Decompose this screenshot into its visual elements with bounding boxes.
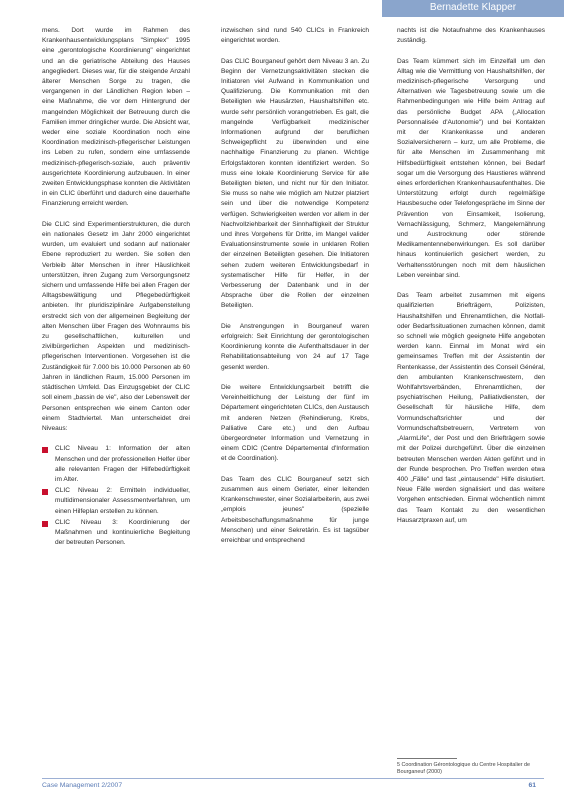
column-1 <box>42 26 190 549</box>
paragraph: Das Team arbeitet zusammen mit eigens qualifizierten Briefträgern, Polizisten, Haushaltshilfen und Ehrenamtlichen, die Notfall- oder Bedarfssituationen zumachen können, damit so schnell wie möglich geeignete Hilfe angeboten werden kann. Einmal im Monat wird ein gemeinsames Treffen mit der Assistentin der Rentenkasse, der Assistentin des Conseil Général, den ambulanten Krankenschwestern, den Wohlfahrtsverbänden, Ehrenamtlichen, der psychiatrischen Heilung, Palliativdiensten, der Gesellschaft für häusliche Hilfe, dem Vormundschaftsrichter und der Vormundschaftsbetreuern, Vertretern von „AlarmLife", der Post und den Briefträgern sowie mit der Polizei durchgeführt. Über die einzelnen betreuten Menschen werden Akten geführt und in der Runde besprochen. Pro Treffen werden etwa 400 „Fälle" und fast „eintausende" Hilfe diskutiert. Neue Fälle werden signalisiert und das weitere Vorgehen entschieden. Einmal wöchentlich nimmt das Team Kontakt zu den wesentlichen Hausarztpraxen auf, um <box>397 292 545 524</box>
bullet-square-icon <box>42 521 48 527</box>
paragraph: inzwischen sind rund 540 CLICs in Frankreich eingerichtet worden. <box>221 27 369 45</box>
list-item: CLIC Niveau 2: Ermitteln individueller, multidimensionaler Assessmentverfahren, um einen Hilfeplan erstellen zu können. <box>42 486 190 517</box>
paragraph: Das CLIC Bourganeuf gehört dem Niveau 3 an. Zu Beginn der Vernetzungsaktivitäten stecken die Initiatoren viel Aufwand in Kommunikation und Qualifizierung. Die Kommunikation mit den Beteiligten wie Hausärzten, Haushaltshilfen etc. wurde sehr persönlich vorangetrieben. Es galt, die mangelnde Verfügbarkeit medizinischer Informationen aufgrund der beruflichen Schweigepflicht zu überwinden und eine nachhaltige Finanzierung zu planen. Wichtige Erfolgsfaktoren konnten identifiziert werden. So muss eine lokale Koordinierung Service für alle Beteiligten bieten, und nicht nur für den Initiator. Sie muss so nahe wie möglich am Nutzer platziert sein und über die notwendige Kompetenz verfügen. Schwierigkeiten werden vor allem in der Nachvollziehbarkeit der Sinnhaftigkeit der Struktur und ihres Vorgehens für Dritte, im Mangel valider Evaluationsinstrumente sowie in unklaren Rollen der einzelnen Beteiligten gesehen. Die Initiatoren sehen zudem weiteren Entwicklungsbedarf in systematischer Hilfe für Helfer, in der Verbesserung der Datenbank und in der Absprache über die Rollen der einzelnen Beteiligten. <box>221 57 369 310</box>
footer-divider <box>42 778 544 779</box>
footnote-divider <box>397 758 457 759</box>
column-2 <box>221 26 369 556</box>
list-item: CLIC Niveau 3: Koordinierung der Maßnahmen und kontinuierliche Begleitung der betreuten Personen. <box>42 518 190 549</box>
paragraph: mens. Dort wurde im Rahmen des Krankenhausentwicklungsplans "Simplex" 1995 eine „gerontologische Koordinierung" eingerichtet und an die geriatrische Abteilung des Hauses angegliedert. Dieses war, für die steigende Anzahl älterer Menschen Sorge zu tragen, die vergangenen in der Ländlichen Region leben – eine Maßnahme, die vor dem Hintergrund der mangelnden Möglichkeit der Betreuung durch die Familien immer dringlicher wurde. Die Absicht war, weder eine soziale Koordination noch eine Koordination medizinisch-pflegerischer Leistungen ins Leben zu rufen, sondern eine umfassende medizinisch-pflegerisch-soziale, auch präventiv ausgerichtete Koordinierung aufzubauen. In einer zweiten Entwicklungsphase konnten die Aktivitäten in ein CLIC überführt und dadurch eine dauerhafte Finanzierung erreicht werden. <box>42 27 190 208</box>
bullet-square-icon <box>42 489 48 495</box>
page-number: 61 <box>528 782 536 789</box>
paragraph: nachts ist die Notaufnahme des Krankenhauses zuständig. <box>397 27 545 45</box>
paragraph: Die CLIC sind Experimentierstrukturen, die durch ein nationales Gesetz im Jahr 2000 eingerichtet wurden, um evaluiert und sodann auf nationaler Ebene reproduziert zu werden. Sie sollen den Verbleib älter Menschen in ihrer Häuslichkeit unterstützen, ihren Zugang zum Versorgungsnetz sichern und umfassende Hilfe bei allen Fragen der Alltagsbewältigung und Pflegebedürftigkeit anbieten. Ihr pluridisziplinäre Aufgabenstellung erstreckt sich von der allgemeinen Begleitung der alten Menschen über Fragen des Wohnraums bis zu gesellschaftlichen, kulturellen und zivilbürgerlichen Aspekten und medizinisch-pflegerischen Interventionen. Vorgesehen ist die Zuständigkeit für 7.000 bis 10.000 Personen ab 60 Jahren in ländlichen Raum, 15.000 Personen im städtischen Umfeld. Das Einzugsgebiet der CLIC soll einem „bassin de vie", also der Lebenswelt der Personen entsprechen wie einem Canton oder einem Stadtviertel. Man unterscheidet drei Niveaus: <box>42 220 190 432</box>
author-header <box>382 0 564 17</box>
footnote: 5 Coordination Gérontologique du Centre Hospitalier de Bourganeuf (2000) <box>397 762 531 775</box>
author-name: Bernadette Klapper <box>429 2 517 13</box>
paragraph: Die weitere Entwicklungsarbeit betrifft die Vereinheitlichung der Leistung der fünf im Département eingerichteten CLICs, den Austausch mit anderen Netzen (Rehindierung, Krebs, Palliative Care etc.) und den Aufbau übergeordneter Information und Vernetzung in einem CDIC (Centre Départemental d'Information et de Coordination). <box>221 384 369 463</box>
journal-name: Case Management 2/2007 <box>42 782 123 789</box>
paragraph: Das Team des CLIC Bourganeuf setzt sich zusammen aus einem Geriater, einer leitenden Krankenschwester, einer Sozialarbeiterin, aus zwei „emplois jeunes" (spezielle Arbeitsbeschaffungsmaßnahme für junge Menschen) und einer Sekretärin. Es ist tagsüber erreichbar und entsprechend <box>221 475 369 545</box>
list-item: CLIC Niveau 1: Information der alten Menschen und der professionellen Helfer über alle relevanten Fragen der Hilfebedürftigkeit im Alter. <box>42 444 190 485</box>
clic-levels-list <box>42 444 190 548</box>
bullet-square-icon <box>42 447 48 453</box>
paragraph: Das Team kümmert sich im Einzelfall um den Alltag wie die Vermittlung von Haushaltshilfen, der medizinisch-pflegerische Versorgung und Alternativen wie Tagesbetreuung sowie um die Rahmenbedingungen wie Hilfe beim Antrag auf das persönliche Budget APA („Allocation Personnalisée d'Autonomie") und bei Kontakten mit der Krankenkasse und anderen Sozialversicherern – kurz, um alle Probleme, die für alte Menschen im Zusammenhang mit Hilfsbedürftigkeit entstehen können, bei Bedarf sogar um die Versorgung des Haustieres während eines erforderlichen Krankenhausaufenthaltes. Die Unterstützung erfolgt durch regelmäßige Hausbesuche oder Telefongespräche im Sinne der Prävention von Einsamkeit, Isolierung, Vernachlässigung, Schmerz, Mangelernährung und Austrocknung oder störende Medikamentennebenwirkungen. Es soll darüber hinaus kontinuierlich gesichert werden, zu Verhaltensstörungen noch mit dem häuslichen Leben vereinbar sind. <box>397 57 545 279</box>
column-3 <box>397 26 545 536</box>
paragraph: Die Anstrengungen in Bourganeuf waren erfolgreich: Seit Einrichtung der gerontologischen Koordinierung konnte die Aufenthaltsdauer in der Rehabilitationsabteilung von 24 auf 17 Tage gesenkt werden. <box>221 322 369 371</box>
